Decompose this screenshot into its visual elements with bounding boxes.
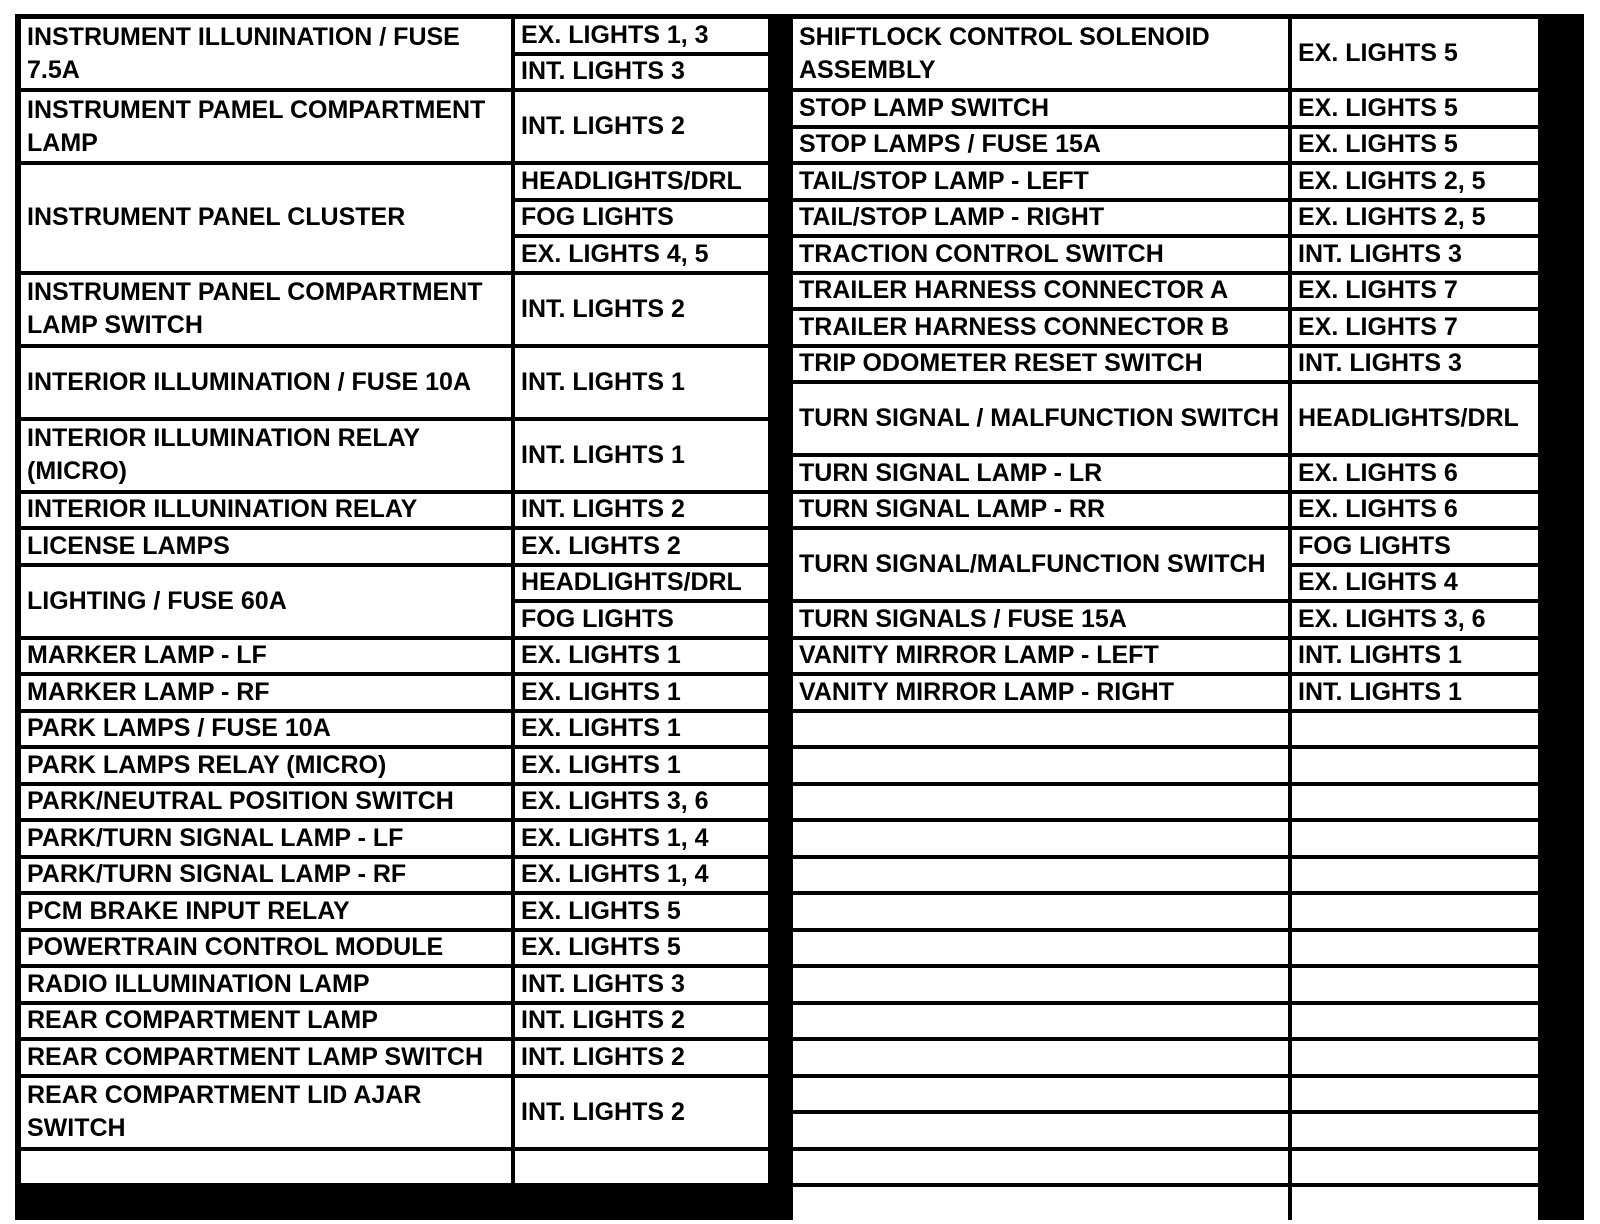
left-reference-cell: HEADLIGHTS/DRL bbox=[515, 165, 768, 198]
right-component-cell bbox=[793, 895, 1288, 928]
right-reference-cell: EX. LIGHTS 5 bbox=[1292, 92, 1538, 125]
right-reference-cell: EX. LIGHTS 3, 6 bbox=[1292, 603, 1538, 636]
right-component-cell: TRAILER HARNESS CONNECTOR A bbox=[793, 275, 1288, 308]
right-component-cell: TAIL/STOP LAMP - RIGHT bbox=[793, 202, 1288, 235]
left-component-cell: MARKER LAMP - LF bbox=[21, 640, 511, 673]
left-component-cell: INSTRUMENT PANEL COMPARTMENT LAMP SWITCH bbox=[21, 275, 511, 344]
right-reference-cell bbox=[1292, 968, 1538, 1001]
left-reference-cell: INT. LIGHTS 2 bbox=[515, 275, 768, 344]
left-component-cell: INTERIOR ILLUNINATION RELAY bbox=[21, 494, 511, 527]
right-reference-cell bbox=[1292, 749, 1538, 782]
right-component-cell: TURN SIGNAL LAMP - RR bbox=[793, 494, 1288, 527]
right-reference-cell bbox=[1292, 713, 1538, 746]
left-reference-cell: EX. LIGHTS 1, 4 bbox=[515, 859, 768, 892]
left-component-cell: REAR COMPARTMENT LAMP bbox=[21, 1005, 511, 1038]
left-component-cell: LICENSE LAMPS bbox=[21, 530, 511, 563]
left-component-cell: REAR COMPARTMENT LAMP SWITCH bbox=[21, 1041, 511, 1074]
left-reference-cell: HEADLIGHTS/DRL bbox=[515, 567, 768, 600]
left-reference-cell: INT. LIGHTS 3 bbox=[515, 968, 768, 1001]
left-reference-cell: EX. LIGHTS 1, 3 bbox=[515, 19, 768, 52]
right-reference-cell: EX. LIGHTS 6 bbox=[1292, 494, 1538, 527]
right-reference-cell: EX. LIGHTS 5 bbox=[1292, 129, 1538, 162]
left-reference-cell: INT. LIGHTS 2 bbox=[515, 92, 768, 161]
right-reference-cell: EX. LIGHTS 2, 5 bbox=[1292, 165, 1538, 198]
right-component-cell bbox=[793, 1151, 1288, 1184]
component-index-table bbox=[15, 14, 1584, 1220]
right-reference-cell bbox=[1292, 895, 1538, 928]
right-component-cell: TAIL/STOP LAMP - LEFT bbox=[793, 165, 1288, 198]
left-reference-cell: EX. LIGHTS 1, 4 bbox=[515, 822, 768, 855]
left-reference-cell: EX. LIGHTS 1 bbox=[515, 640, 768, 673]
left-reference-cell: INT. LIGHTS 2 bbox=[515, 1041, 768, 1074]
left-reference-cell: EX. LIGHTS 1 bbox=[515, 713, 768, 746]
right-reference-cell bbox=[1292, 932, 1538, 965]
right-component-cell bbox=[793, 1005, 1288, 1038]
left-component-cell bbox=[21, 1151, 511, 1184]
right-component-cell bbox=[793, 749, 1288, 782]
left-component-cell: PARK/TURN SIGNAL LAMP - LF bbox=[21, 822, 511, 855]
left-reference-cell: EX. LIGHTS 5 bbox=[515, 895, 768, 928]
right-component-cell: TRAILER HARNESS CONNECTOR B bbox=[793, 311, 1288, 344]
right-component-cell: TRIP ODOMETER RESET SWITCH bbox=[793, 348, 1288, 381]
left-reference-cell: INT. LIGHTS 1 bbox=[515, 348, 768, 417]
right-reference-cell: FOG LIGHTS bbox=[1292, 530, 1538, 563]
right-reference-cell: EX. LIGHTS 2, 5 bbox=[1292, 202, 1538, 235]
right-component-cell bbox=[793, 1041, 1288, 1074]
left-component-cell: MARKER LAMP - RF bbox=[21, 676, 511, 709]
right-reference-cell bbox=[1292, 1151, 1538, 1184]
left-reference-cell: EX. LIGHTS 3, 6 bbox=[515, 786, 768, 819]
right-component-cell: VANITY MIRROR LAMP - RIGHT bbox=[793, 676, 1288, 709]
right-reference-cell: EX. LIGHTS 5 bbox=[1292, 19, 1538, 88]
right-reference-cell: INT. LIGHTS 3 bbox=[1292, 348, 1538, 381]
right-reference-cell: EX. LIGHTS 7 bbox=[1292, 311, 1538, 344]
right-component-cell bbox=[793, 822, 1288, 855]
left-component-cell: INSTRUMENT PAMEL COMPARTMENT LAMP bbox=[21, 92, 511, 161]
right-reference-cell: EX. LIGHTS 6 bbox=[1292, 457, 1538, 490]
right-reference-cell bbox=[1292, 1187, 1538, 1220]
right-reference-cell bbox=[1292, 822, 1538, 855]
right-reference-cell: HEADLIGHTS/DRL bbox=[1292, 384, 1538, 453]
right-component-cell bbox=[793, 1187, 1288, 1220]
right-component-cell bbox=[793, 932, 1288, 965]
left-reference-cell: EX. LIGHTS 4, 5 bbox=[515, 238, 768, 271]
left-component-cell: RADIO ILLUMINATION LAMP bbox=[21, 968, 511, 1001]
left-reference-cell: EX. LIGHTS 5 bbox=[515, 932, 768, 965]
left-reference-cell: INT. LIGHTS 2 bbox=[515, 1005, 768, 1038]
left-component-cell: INSTRUMENT PANEL CLUSTER bbox=[21, 165, 511, 271]
right-reference-cell bbox=[1292, 1041, 1538, 1074]
left-component-cell: PARK/NEUTRAL POSITION SWITCH bbox=[21, 786, 511, 819]
right-reference-cell: EX. LIGHTS 4 bbox=[1292, 567, 1538, 600]
right-component-cell: STOP LAMP SWITCH bbox=[793, 92, 1288, 125]
left-component-cell: PARK LAMPS RELAY (MICRO) bbox=[21, 749, 511, 782]
right-component-cell: SHIFTLOCK CONTROL SOLENOID ASSEMBLY bbox=[793, 19, 1288, 88]
right-component-cell bbox=[793, 1114, 1288, 1147]
left-component-cell: INTERIOR ILLUMINATION RELAY (MICRO) bbox=[21, 421, 511, 490]
left-reference-cell: INT. LIGHTS 3 bbox=[515, 56, 768, 89]
right-component-cell: TURN SIGNAL/MALFUNCTION SWITCH bbox=[793, 530, 1288, 599]
right-reference-cell bbox=[1292, 1114, 1538, 1147]
left-component-cell: POWERTRAIN CONTROL MODULE bbox=[21, 932, 511, 965]
left-component-cell: PARK/TURN SIGNAL LAMP - RF bbox=[21, 859, 511, 892]
right-reference-cell bbox=[1292, 859, 1538, 892]
right-component-cell: TRACTION CONTROL SWITCH bbox=[793, 238, 1288, 271]
left-reference-cell: EX. LIGHTS 1 bbox=[515, 749, 768, 782]
left-component-cell: PCM BRAKE INPUT RELAY bbox=[21, 895, 511, 928]
right-reference-cell: INT. LIGHTS 3 bbox=[1292, 238, 1538, 271]
right-reference-cell: EX. LIGHTS 7 bbox=[1292, 275, 1538, 308]
right-component-cell: TURN SIGNALS / FUSE 15A bbox=[793, 603, 1288, 636]
left-reference-cell: INT. LIGHTS 2 bbox=[515, 1078, 768, 1147]
right-component-cell: TURN SIGNAL / MALFUNCTION SWITCH bbox=[793, 384, 1288, 453]
left-component-cell: LIGHTING / FUSE 60A bbox=[21, 567, 511, 636]
right-component-cell: TURN SIGNAL LAMP - LR bbox=[793, 457, 1288, 490]
left-reference-cell: INT. LIGHTS 2 bbox=[515, 494, 768, 527]
left-component-cell: INSTRUMENT ILLUNINATION / FUSE 7.5A bbox=[21, 19, 511, 88]
right-reference-cell: INT. LIGHTS 1 bbox=[1292, 676, 1538, 709]
right-component-cell bbox=[793, 1078, 1288, 1111]
right-component-cell bbox=[793, 968, 1288, 1001]
right-component-cell bbox=[793, 859, 1288, 892]
right-reference-cell bbox=[1292, 1078, 1538, 1111]
right-component-cell bbox=[793, 713, 1288, 746]
right-component-cell: STOP LAMPS / FUSE 15A bbox=[793, 129, 1288, 162]
left-reference-cell: FOG LIGHTS bbox=[515, 603, 768, 636]
left-component-cell: REAR COMPARTMENT LID AJAR SWITCH bbox=[21, 1078, 511, 1147]
right-reference-cell: INT. LIGHTS 1 bbox=[1292, 640, 1538, 673]
left-reference-cell bbox=[515, 1151, 768, 1184]
right-component-cell bbox=[793, 786, 1288, 819]
right-component-cell: VANITY MIRROR LAMP - LEFT bbox=[793, 640, 1288, 673]
right-reference-cell bbox=[1292, 1005, 1538, 1038]
left-reference-cell: EX. LIGHTS 2 bbox=[515, 530, 768, 563]
left-reference-cell: FOG LIGHTS bbox=[515, 202, 768, 235]
left-component-cell: INTERIOR ILLUMINATION / FUSE 10A bbox=[21, 348, 511, 417]
left-reference-cell: INT. LIGHTS 1 bbox=[515, 421, 768, 490]
left-reference-cell: EX. LIGHTS 1 bbox=[515, 676, 768, 709]
left-component-cell: PARK LAMPS / FUSE 10A bbox=[21, 713, 511, 746]
right-reference-cell bbox=[1292, 786, 1538, 819]
